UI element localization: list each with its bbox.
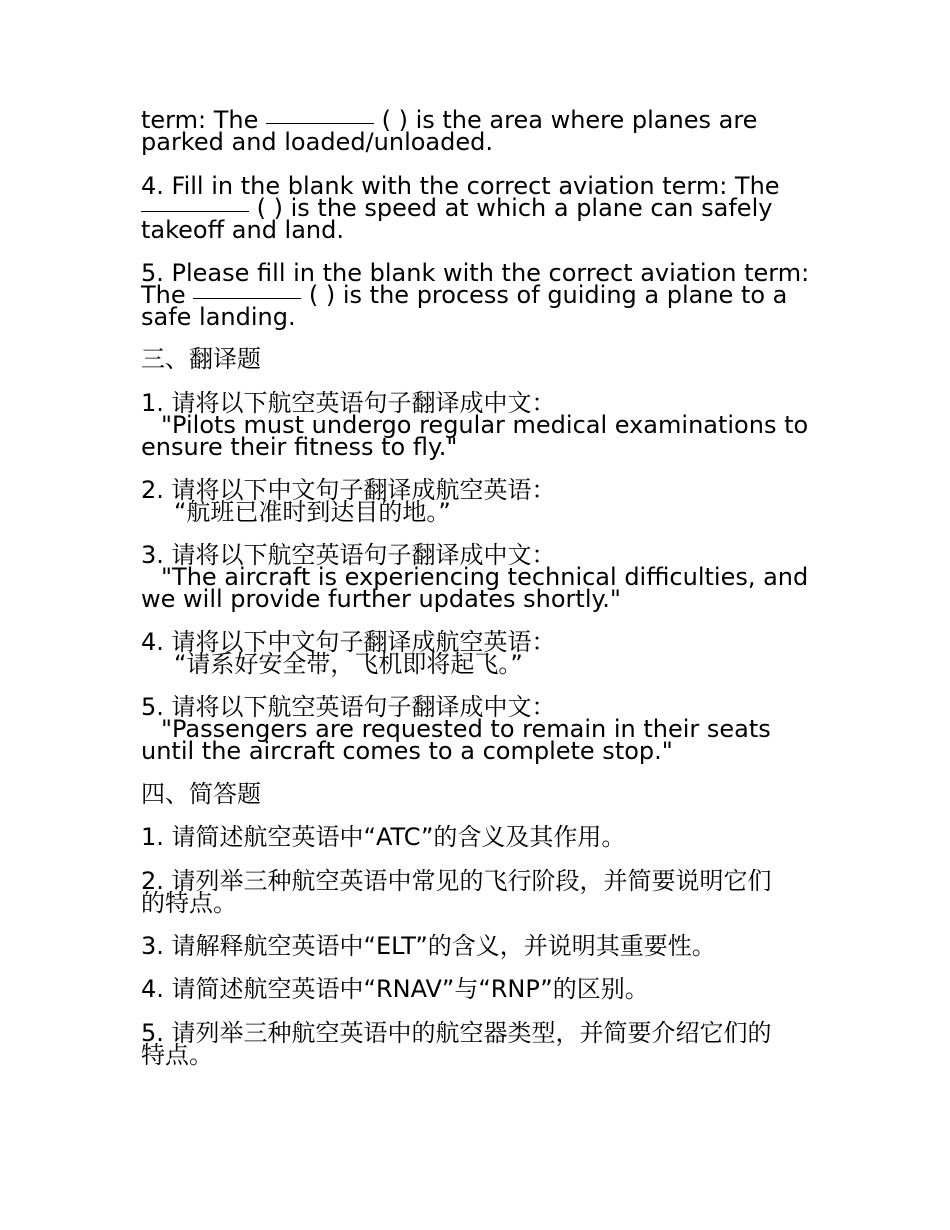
short-answer-question-4 xyxy=(141,975,811,1003)
short-answer-question-1 xyxy=(141,823,811,851)
quoted-sentence: until the aircraft comes to a complete stop." xyxy=(141,737,673,765)
quoted-sentence: "The aircraft is experiencing technical difficulties, and xyxy=(161,563,809,591)
quoted-sentence: "Passengers are requested to remain in their seats xyxy=(161,715,771,743)
text-line: 特点。 xyxy=(141,1041,213,1069)
translation-section-heading: 三、翻译题 xyxy=(141,345,261,373)
text-line: 2. 请列举三种航空英语中常见的飞行阶段，并简要说明它们 xyxy=(141,867,772,895)
fill-blank-question-3 xyxy=(141,106,811,156)
text-line: 4. Fill in the blank with the correct aviation term: The xyxy=(141,172,780,200)
quoted-sentence: “航班已准时到达目的地。” xyxy=(174,498,451,526)
quoted-sentence: “请系好安全带，飞机即将起飞。” xyxy=(174,650,523,678)
text-line: ( ) is the speed at which a plane can safely xyxy=(141,197,811,219)
short-answer-question-3 xyxy=(141,932,811,960)
translation-question-4 xyxy=(141,628,811,678)
question-prompt: 4. 请将以下中文句子翻译成航空英语： xyxy=(141,628,556,656)
quoted-sentence: we will provide further updates shortly." xyxy=(141,585,621,613)
question-prompt: 5. 请将以下航空英语句子翻译成中文： xyxy=(141,693,556,721)
text-line: 的特点。 xyxy=(141,889,237,917)
answer-blank xyxy=(266,103,374,124)
text-line: 5. Please fill in the blank with the correct aviation term: xyxy=(141,259,810,287)
text-line: 5. 请列举三种航空英语中的航空器类型，并简要介绍它们的 xyxy=(141,1019,772,1047)
short-answer-question-5 xyxy=(141,1019,811,1069)
text-line: term: The ( ) is the area where planes are xyxy=(141,109,811,131)
fill-blank-question-4 xyxy=(141,172,811,244)
translation-question-1 xyxy=(141,389,811,461)
question-prompt: 2. 请将以下中文句子翻译成航空英语： xyxy=(141,476,556,504)
fill-blank-question-5 xyxy=(141,259,811,331)
text-line: 4. 请简述航空英语中“RNAV”与“RNP”的区别。 xyxy=(141,975,649,1003)
answer-blank xyxy=(141,191,249,212)
text-line: parked and loaded/unloaded. xyxy=(141,128,493,156)
translation-question-5 xyxy=(141,693,811,765)
text-line: safe landing. xyxy=(141,303,296,331)
translation-question-3 xyxy=(141,541,811,613)
question-prompt: 1. 请将以下航空英语句子翻译成中文： xyxy=(141,389,556,417)
quoted-sentence: ensure their fitness to fly." xyxy=(141,433,458,461)
quoted-sentence: "Pilots must undergo regular medical examinations to xyxy=(161,411,809,439)
text-line: takeoff and land. xyxy=(141,216,345,244)
question-prompt: 3. 请将以下航空英语句子翻译成中文： xyxy=(141,541,556,569)
translation-question-2 xyxy=(141,476,811,526)
text-line: The ( ) is the process of guiding a plane to a xyxy=(141,284,811,306)
text-line: 3. 请解释航空英语中“ELT”的含义，并说明其重要性。 xyxy=(141,932,716,960)
text-line: 1. 请简述航空英语中“ATC”的含义及其作用。 xyxy=(141,823,626,851)
answer-blank xyxy=(193,278,301,299)
short-answer-question-2 xyxy=(141,867,811,917)
short-answer-section-heading: 四、简答题 xyxy=(141,780,261,808)
